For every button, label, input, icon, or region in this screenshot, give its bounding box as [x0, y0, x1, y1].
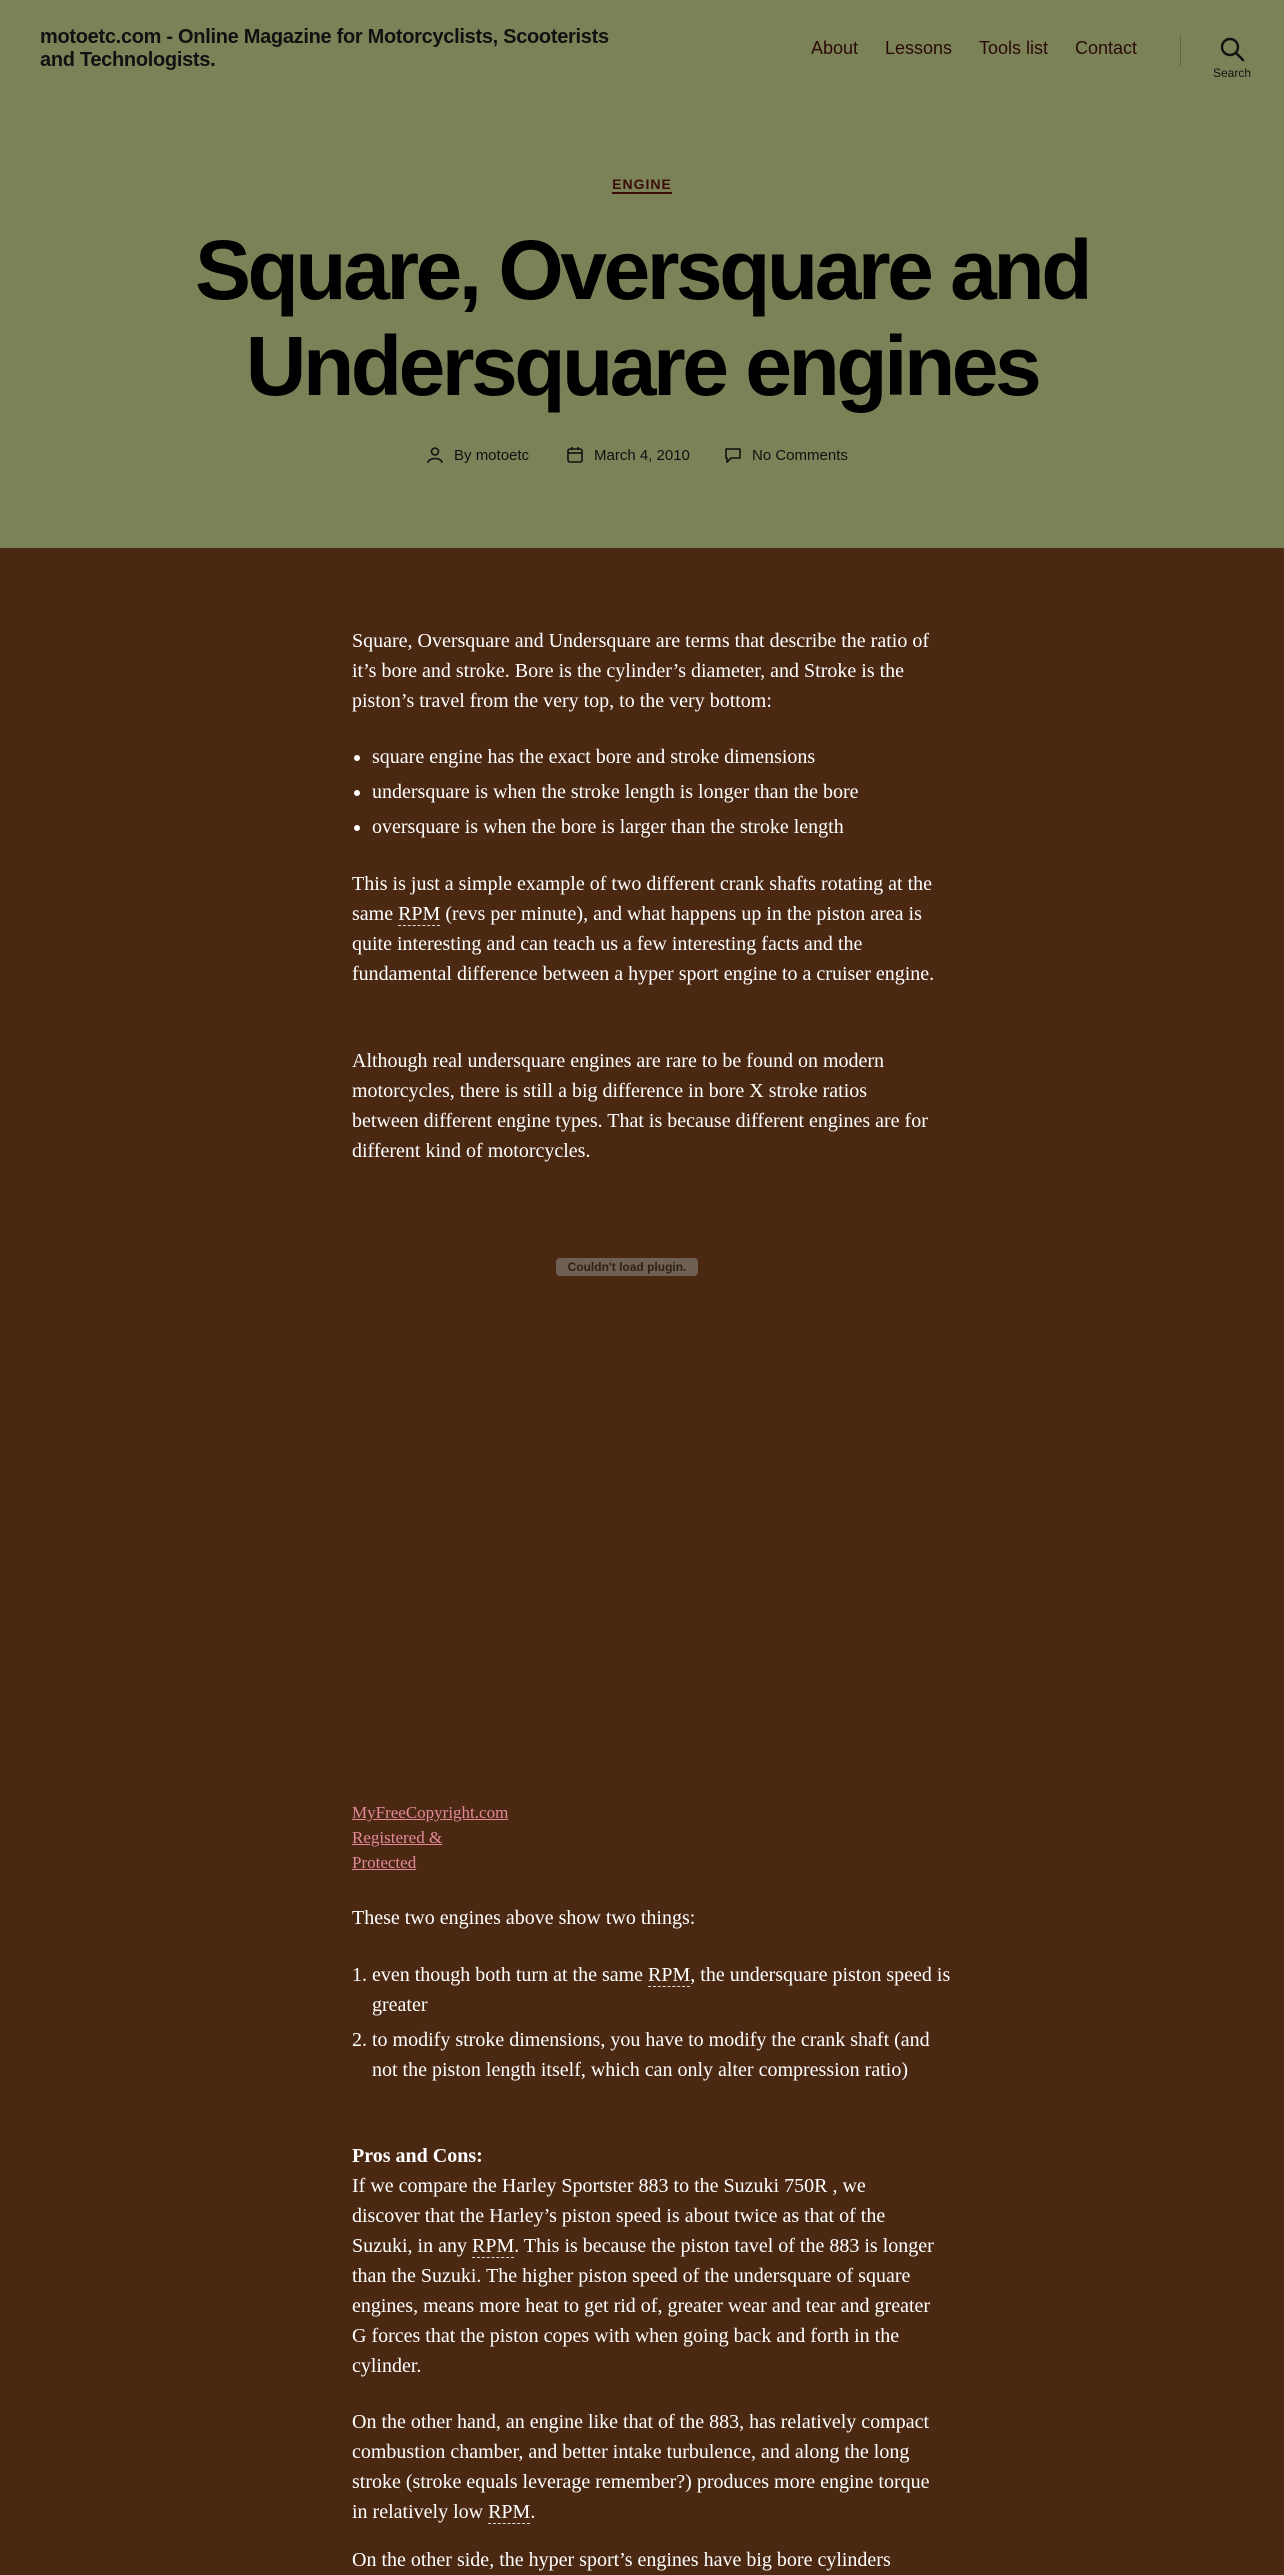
category-label[interactable]: ENGINE: [612, 176, 672, 192]
nav-lessons[interactable]: Lessons: [885, 38, 953, 58]
rpm-abbr: RPM: [398, 903, 441, 925]
comment-icon: [724, 446, 742, 464]
paragraph-torque: On the other hand, an engine like that of the 883, has relatively compact combustion chamber, and better intake turbulence, and along the long stroke (stroke equals leverage remember?) produces more engine torque in relatively low RPM.: [352, 2411, 930, 2523]
rpm-abbr: RPM: [472, 2235, 515, 2257]
numbered-list: [352, 1960, 956, 2090]
list-item: 1. even though both turn at the same RPM, the undersquare piston speed is greater: [372, 1960, 956, 2020]
page-title: Square, Oversquare and Undersquare engines: [194, 223, 1090, 413]
bullet-list: [352, 740, 956, 845]
copyright-link[interactable]: MyFreeCopyright.com Registered & Protected: [352, 1803, 509, 1872]
post-author: [426, 446, 529, 464]
paragraph-undersquare: Although real undersquare engines are rare to be found on modern motorcycles, there is still a big difference in bore X stroke ratios between different engine types. That is because different engines are for different kind of motorcycles.: [352, 1050, 928, 1162]
author-link[interactable]: motoetc: [475, 446, 530, 464]
list-item: • oversquare is when the bore is larger than the stroke length: [372, 810, 956, 845]
search-label: Search: [1212, 66, 1252, 80]
site-title[interactable]: motoetc.com - Online Magazine for Motorcyclists, Scooterists and Technologists.: [40, 26, 609, 71]
nav-tools-list[interactable]: Tools list: [979, 38, 1049, 58]
nav-contact[interactable]: Contact: [1075, 38, 1138, 58]
paragraph-two-things: These two engines above show two things:: [352, 1907, 696, 1929]
calendar-icon: [566, 446, 584, 464]
list-item: • undersquare is when the stroke length is longer than the bore: [372, 775, 956, 810]
paragraph-partial: On the other side, the hyper sport’s engines have big bore cylinders: [352, 2549, 891, 2571]
rpm-abbr: RPM: [488, 2501, 531, 2523]
post-header: [0, 0, 1284, 548]
rpm-abbr: RPM: [648, 1964, 691, 1986]
search-button[interactable]: [1200, 36, 1264, 80]
intro-paragraph: Square, Oversquare and Undersquare are terms that describe the ratio of it’s bore and stroke. Bore is the cylinder’s diameter, and Stroke is the piston’s travel from the very top, to the very bottom:: [352, 630, 929, 712]
comments-link[interactable]: No Comments: [752, 446, 848, 464]
plugin-error-badge: Couldn't load plugin.: [556, 1258, 698, 1276]
post-comments: [724, 446, 848, 464]
category-link[interactable]: [0, 176, 1284, 192]
user-icon: [426, 446, 444, 464]
author-prefix: By: [454, 446, 472, 464]
list-item: 2. to modify stroke dimensions, you have to modify the crank shaft (and not the piston length itself, which can only alter compression ratio): [372, 2025, 956, 2085]
nav-about[interactable]: About: [811, 38, 859, 58]
search-icon: [1219, 36, 1245, 62]
paragraph-rpm: This is just a simple example of two different crank shafts rotating at the same RPM (revs per minute), and what happens up in the piston area is quite interesting and can teach us a few interesting facts and the fundamental difference between a hyper sport engine to a cruiser engine.: [352, 873, 935, 985]
date-link[interactable]: March 4, 2010: [594, 446, 690, 464]
nav-divider: [1180, 36, 1181, 66]
list-item: • square engine has the exact bore and stroke dimensions: [372, 740, 956, 775]
post-date: [566, 446, 690, 464]
pros-cons-section: Pros and Cons: If we compare the Harley Sportster 883 to the Suzuki 750R , we discover that the Harley’s piston speed is about twice as that of the Suzuki, in any RPM. This is because the piston tavel of the 883 is longer than the Suzuki. The higher piston speed of the undersquare of square engines, means more heat to get rid of, greater wear and tear and greater G forces that the piston copes with when going back and forth in the cylinder.: [352, 2145, 934, 2377]
pros-cons-heading: Pros and Cons:: [352, 2145, 483, 2167]
